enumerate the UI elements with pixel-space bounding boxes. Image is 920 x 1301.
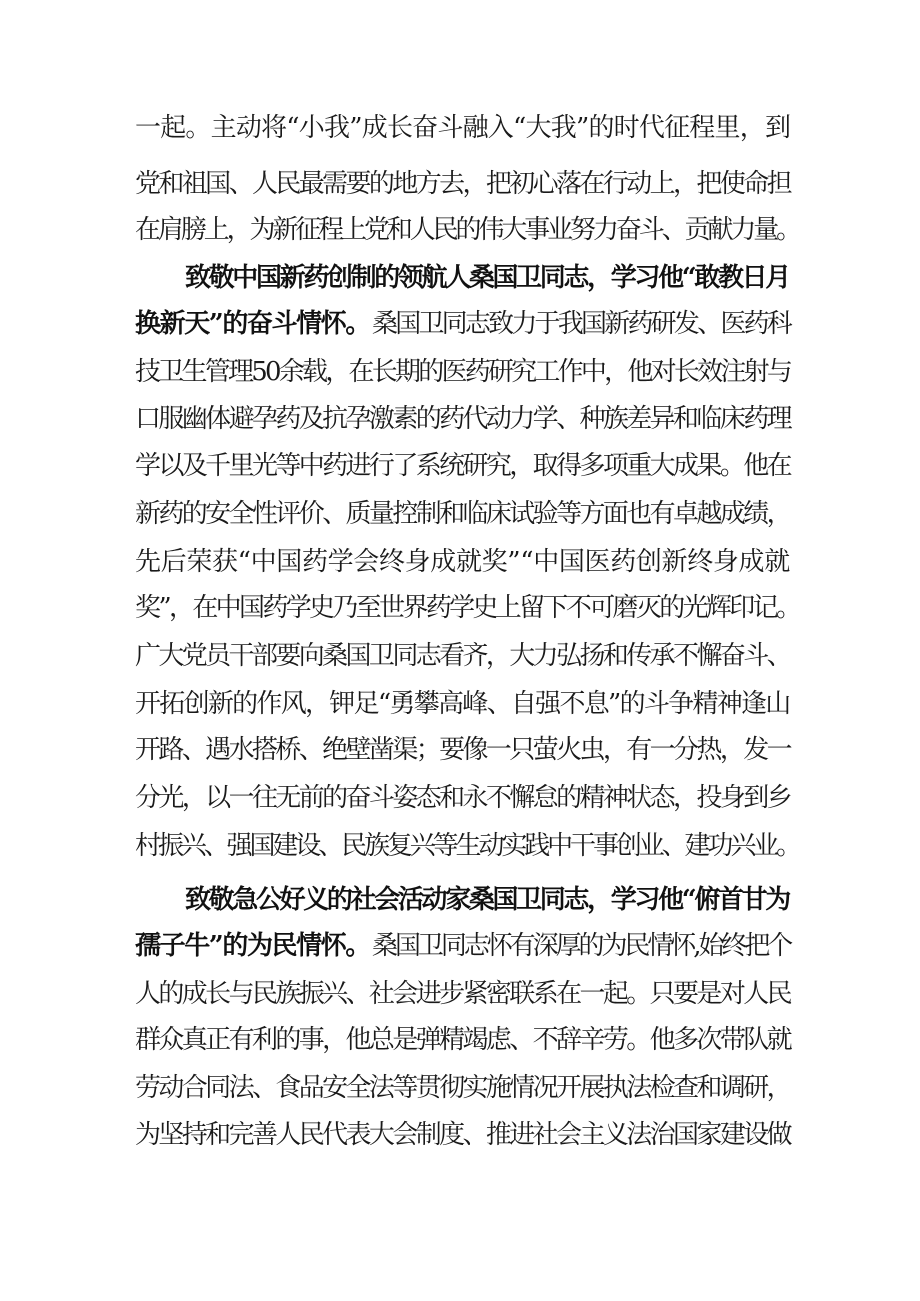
text-line [0,399,920,439]
text-line [0,1068,920,1108]
text-line [0,542,920,582]
paragraph-heading-line [0,304,920,344]
line-text: 在肩膀上，为新征程上党和人民的伟大事业努力奋斗、贡献力量。 [135,215,800,245]
text-line [0,1020,920,1060]
text-line [0,164,920,204]
line-text: 技卫生管理50余载，在长期的医药研究工作中，他对长效注射与 [135,357,791,387]
text-line [0,636,920,676]
paragraph-heading: 致敬中国新药创制的领航人桑国卫同志，学习他“敢教日月 [185,263,789,293]
text-line [0,684,920,724]
text-line [0,826,920,866]
line-text: 先后荣获“中国药学会终身成就奖”“中国医药创新终身成就 [135,547,790,577]
line-text: 口服幽体避孕药及抗孕激素的药代动力学、种族差异和临床药理 [135,404,791,434]
text-line [0,730,920,770]
text-line [0,588,920,628]
line-text: 新药的安全性评价、质量控制和临床试验等方面也有卓越成绩， [135,499,791,529]
line-text: 桑国卫同志致力于我国新药研发、医药科 [372,309,790,339]
line-text: 奖”，在中国药学史乃至世界药学史上留下不可磨灭的光辉印记。 [135,593,800,623]
text-line [0,974,920,1014]
text-line [0,778,920,818]
text-line [0,494,920,534]
text-line [0,352,920,392]
paragraph-heading: 孺子牛”的为民情怀。 [135,931,370,961]
text-line [0,210,920,250]
line-text: 村振兴、强国建设、民族复兴等生动实践中干事创业、建功兴业。 [135,831,800,861]
paragraph-heading-line [0,880,920,920]
paragraph-heading-line [0,926,920,966]
paragraph-heading: 致敬急公好义的社会活动家桑国卫同志，学习他“俯首甘为 [185,885,789,915]
paragraph-heading-line [0,258,920,298]
line-text: 一起。主动将“小我”成长奋斗融入“大我”的时代征程里，到 [135,113,791,143]
line-text: 开拓创新的作风，钾足“勇攀高峰、自强不息”的斗争精神逢山 [135,689,790,719]
line-text: 开路、遇水搭桥、绝壁凿渠；要像一只萤火虫，有一分热，发一 [135,735,791,765]
line-text: 为坚持和完善人民代表大会制度、推进社会主义法治国家建设做 [135,1120,791,1150]
line-text: 广大党员干部要向桑国卫同志看齐，大力弘扬和传承不懈奋斗、 [135,641,791,671]
text-line [0,108,920,148]
line-text: 人的成长与民族振兴、社会进步紧密联系在一起。只要是对人民 [135,979,791,1009]
line-text: 劳动合同法、食品安全法等贯彻实施情况开展执法检查和调研， [135,1073,791,1103]
text-line [0,1115,920,1155]
line-text: 桑国卫同志怀有深厚的为民情怀,始终把个 [372,931,791,961]
paragraph-heading: 换新天”的奋斗情怀。 [135,309,370,339]
line-text: 党和祖国、人民最需要的地方去，把初心落在行动上，把使命担 [135,169,791,199]
line-text: 分光，以一往无前的奋斗姿态和永不懈怠的精神状态，投身到乡 [135,783,791,813]
text-line [0,446,920,486]
line-text: 群众真正有利的事，他总是弹精竭虑、不辞辛劳。他多次带队就 [135,1025,791,1055]
line-text: 学以及千里光等中药进行了系统研究，取得多项重大成果。他在 [135,451,791,481]
